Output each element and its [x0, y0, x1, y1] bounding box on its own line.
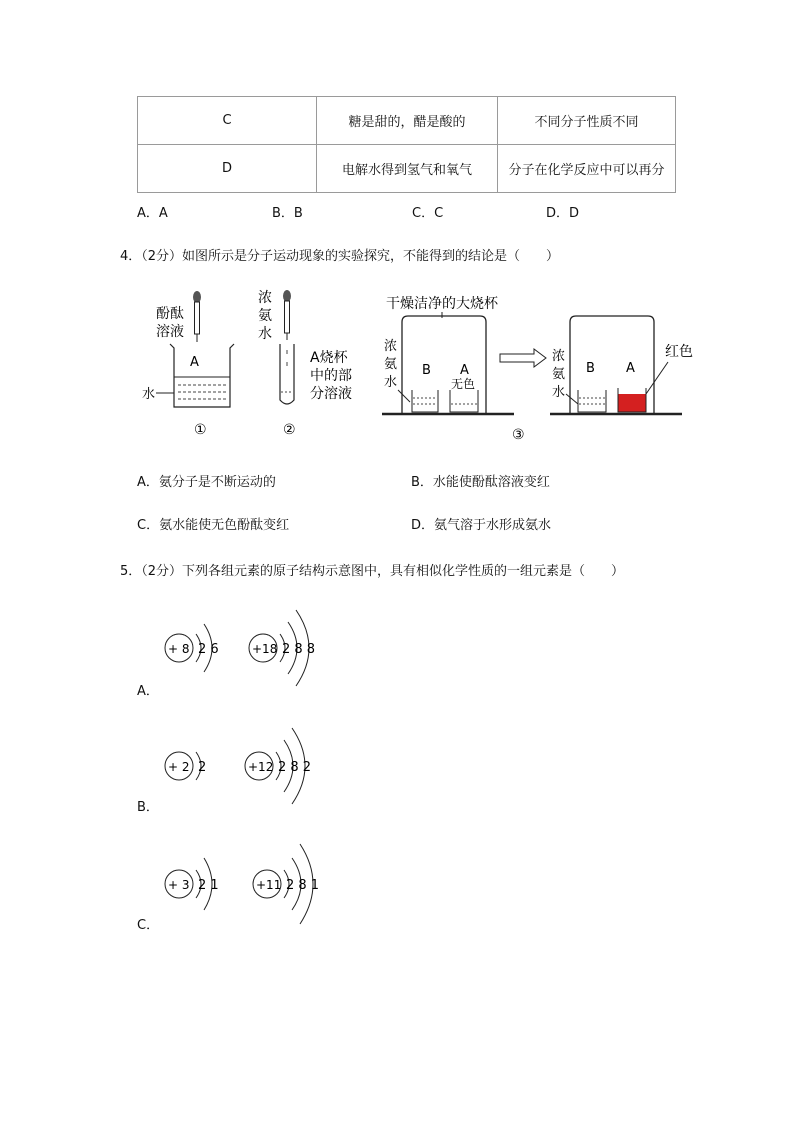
fig2-label-2: 氨 [258, 308, 272, 324]
atom-diagram [245, 728, 311, 804]
red-solution-beaker-icon [618, 388, 646, 412]
fig1-label-top-1: 酚酞 [156, 306, 184, 322]
fig1-number: ① [194, 422, 207, 438]
table-cell-phenomenon: 糖是甜的，醋是酸的 [317, 97, 498, 145]
fig3-number: ③ [512, 427, 525, 443]
arrow-right-icon [500, 349, 546, 367]
table-cell-explanation: 不同分子性质不同 [498, 97, 676, 145]
q4-stem: 4．（2分）如图所示是分子运动现象的实验探究，不能得到的结论是（ ） [120, 249, 560, 264]
dropper-icon [193, 291, 201, 342]
fig2-side-2: 中的部 [310, 368, 352, 384]
dropper-icon [283, 290, 291, 340]
fig3-a-label: A [626, 361, 635, 376]
table-cell-explanation: 分子在化学反应中可以再分 [498, 145, 676, 193]
q4-choice-c[interactable]: C．氨水能使无色酚酞变红 [137, 518, 290, 533]
q5-choice-a[interactable]: A． [137, 684, 159, 699]
q5-stem: 5．（2分）下列各组元素的原子结构示意图中，具有相似化学性质的一组元素是（ ） [120, 564, 625, 579]
atom-diagram [249, 610, 315, 686]
fig2-number: ② [283, 422, 296, 438]
fig3-left-2: 氨 [384, 357, 398, 372]
nucleus-charge: + 3 [168, 878, 190, 892]
electron-shells: 2 8 1 [286, 878, 320, 893]
table-row [138, 145, 676, 193]
table-row [138, 97, 676, 145]
fig3-colorless-label: 无色 [451, 377, 476, 391]
fig2-label-1: 浓 [258, 290, 272, 306]
fig3-title: 干燥洁净的大烧杯 [386, 296, 498, 312]
atom-diagram [165, 752, 206, 780]
nucleus-charge: +12 [248, 760, 274, 774]
atom-diagram-pair-b [160, 718, 340, 818]
answer-table [137, 96, 676, 193]
fig3-left-1: 浓 [384, 339, 398, 354]
nucleus-charge: + 2 [168, 760, 190, 774]
test-tube-icon [280, 344, 294, 404]
q3-choice-d[interactable]: D．D [546, 206, 580, 221]
fig1-label-top-2: 溶液 [156, 324, 184, 340]
beaker-icon [170, 344, 234, 407]
fig1-beaker-label: A [190, 355, 199, 370]
atom-diagram [165, 624, 219, 672]
nucleus-charge: +18 [252, 642, 278, 656]
table-cell-phenomenon: 电解水得到氢气和氧气 [317, 145, 498, 193]
atom-diagram-pair-a [160, 600, 340, 700]
electron-shells: 2 [198, 760, 207, 775]
q5-choice-b[interactable]: B． [137, 800, 159, 815]
fig2-label-3: 水 [258, 326, 272, 342]
fig3-a-label: A [460, 363, 469, 378]
small-beaker-icon [578, 390, 606, 412]
small-beaker-icon [450, 390, 478, 412]
q3-choice-c[interactable]: C．C [412, 206, 444, 221]
electron-shells: 2 8 2 [278, 760, 312, 775]
fig3-b-label: B [586, 361, 595, 376]
q4-experiment-figure [130, 282, 700, 447]
fig3-left-3: 水 [552, 385, 566, 400]
fig2-side-3: 分溶液 [310, 386, 352, 402]
fig2-side-1: A烧杯 [310, 350, 348, 366]
q5-choice-c[interactable]: C． [137, 918, 160, 933]
fig3-b-label: B [422, 363, 431, 378]
q4-choice-d[interactable]: D．氨气溶于水形成氨水 [411, 518, 552, 533]
nucleus-charge: +11 [256, 878, 282, 892]
nucleus-charge: + 8 [168, 642, 190, 656]
q4-choice-a[interactable]: A．氨分子是不断运动的 [137, 475, 276, 490]
q3-choice-a[interactable]: A．A [137, 206, 168, 221]
fig3-red-label: 红色 [665, 344, 693, 360]
q3-choice-b[interactable]: B．B [272, 206, 303, 221]
fig3-left-2: 氨 [552, 367, 566, 382]
small-beaker-icon [412, 390, 438, 412]
atom-diagram [253, 844, 319, 924]
fig1-water-label: 水 [142, 387, 156, 402]
atom-diagram [165, 858, 219, 910]
q4-choice-b[interactable]: B．水能使酚酞溶液变红 [411, 475, 550, 490]
fig3-left-1: 浓 [552, 349, 566, 364]
table-cell-option: C [138, 97, 317, 145]
electron-shells: 2 6 [198, 642, 219, 657]
fig3-left-3: 水 [384, 375, 398, 390]
table-cell-option: D [138, 145, 317, 193]
atom-diagram-pair-c [160, 836, 340, 936]
electron-shells: 2 8 8 [282, 642, 316, 657]
electron-shells: 2 1 [198, 878, 219, 893]
